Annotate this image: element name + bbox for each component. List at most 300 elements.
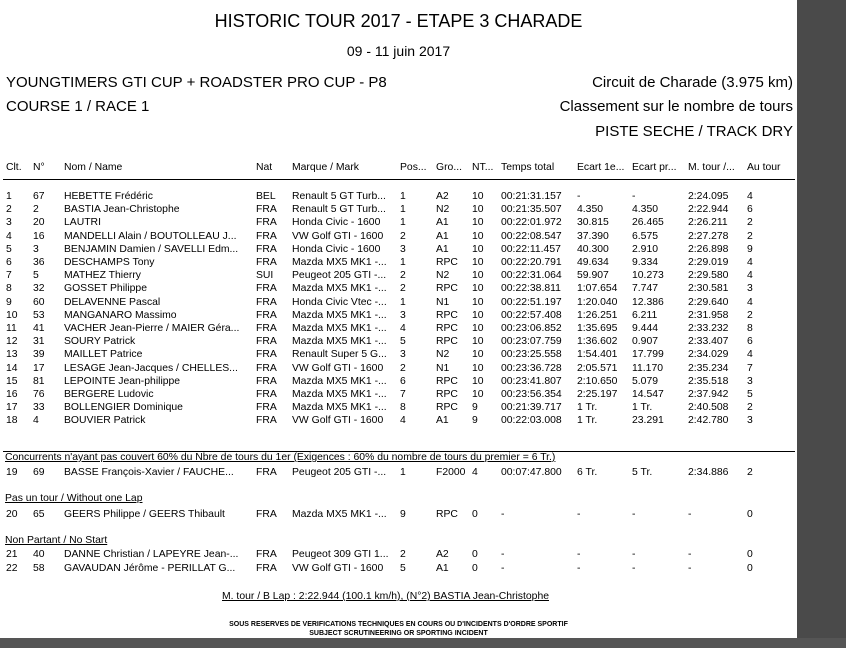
cell-rank: 14 (6, 362, 18, 374)
cell-best-lap: 2:24.095 (688, 191, 729, 202)
cell-total-time: 00:21:31.157 (501, 191, 562, 202)
cell-best-lap-number: 9 (747, 243, 753, 255)
cell-nationality: FRA (256, 362, 277, 374)
cell-class-position: 9 (400, 509, 406, 520)
cell-car-mark: Renault Super 5 G... (292, 349, 387, 361)
cell-best-lap-number: 2 (747, 402, 753, 414)
cell-nationality: FRA (256, 336, 277, 348)
cell-total-time: 00:23:56.354 (501, 389, 562, 400)
cell-rank: 10 (6, 309, 18, 321)
cell-rank: 12 (6, 336, 18, 348)
cell-laps: 0 (472, 549, 478, 560)
cell-group: A2 (436, 191, 449, 202)
cell-car-mark: Mazda MX5 MK1 -... (292, 336, 387, 348)
cell-nationality: FRA (256, 402, 277, 414)
cell-best-lap-number: 4 (747, 257, 753, 268)
cell-total-time: - (501, 509, 505, 520)
cell-total-time: 00:22:38.811 (501, 283, 561, 295)
column-header-group: Gro... (436, 162, 462, 173)
cell-best-lap-number: 2 (747, 467, 753, 478)
cell-gap-previous: 9.334 (632, 257, 659, 268)
cell-gap-previous: - (632, 563, 636, 574)
cell-class-position: 1 (400, 257, 406, 268)
cell-rank: 5 (6, 243, 12, 255)
cell-best-lap: 2:34.029 (688, 349, 729, 361)
cell-best-lap: 2:40.508 (688, 402, 729, 414)
cell-gap-first: 40.300 (577, 243, 609, 255)
cell-car-mark: Mazda MX5 MK1 -... (292, 375, 387, 387)
cell-gap-previous: 14.547 (632, 389, 664, 400)
cell-number: 36 (33, 257, 45, 268)
cell-best-lap-number: 6 (747, 204, 753, 216)
cell-nationality: FRA (256, 230, 277, 242)
cell-class-position: 1 (400, 467, 406, 478)
cell-best-lap: - (688, 549, 692, 560)
cell-gap-previous: - (632, 191, 636, 202)
cell-number: 65 (33, 509, 45, 520)
cell-group: A2 (436, 549, 449, 560)
cell-gap-first: 37.390 (577, 230, 609, 242)
cell-car-mark: Mazda MX5 MK1 -... (292, 309, 387, 321)
cell-best-lap: - (688, 563, 692, 574)
cell-best-lap-number: 2 (747, 230, 753, 242)
section-label: Non Partant / No Start (5, 535, 108, 546)
cell-car-mark: VW Golf GTI - 1600 (292, 362, 384, 374)
cell-best-lap-number: 4 (747, 270, 753, 282)
cell-rank: 17 (6, 402, 18, 414)
cell-group: RPC (436, 402, 458, 414)
cell-nationality: FRA (256, 257, 277, 268)
cell-laps: 10 (472, 270, 484, 282)
cell-total-time: - (501, 563, 505, 574)
cell-rank: 8 (6, 283, 12, 295)
cell-best-lap-number: 8 (747, 323, 753, 334)
cell-gap-first: 1 Tr. (577, 402, 598, 414)
cell-driver-name: SOURY Patrick (64, 336, 136, 348)
cell-car-mark: Renault 5 GT Turb... (292, 204, 386, 216)
page-title: HISTORIC TOUR 2017 - ETAPE 3 CHARADE (214, 11, 583, 31)
cell-nationality: FRA (256, 296, 277, 308)
cell-nationality: FRA (256, 563, 277, 574)
cell-class-position: 2 (400, 362, 406, 374)
cell-driver-name: BENJAMIN Damien / SAVELLI Edm... (64, 243, 239, 255)
cell-laps: 10 (472, 296, 484, 308)
cell-nationality: FRA (256, 389, 277, 400)
column-header-car-mark: Marque / Mark (292, 162, 359, 173)
cell-laps: 10 (472, 309, 484, 321)
cell-laps: 9 (472, 415, 478, 427)
cell-gap-first: 2:25.197 (577, 389, 618, 400)
cell-group: A1 (436, 243, 449, 255)
cell-best-lap: 2:35.518 (688, 375, 729, 387)
cell-best-lap: 2:26.211 (688, 217, 728, 229)
cell-rank: 22 (6, 563, 18, 574)
cell-class-position: 5 (400, 336, 406, 348)
cell-gap-previous: 17.799 (632, 349, 664, 361)
cell-group: A1 (436, 563, 449, 574)
cell-group: N1 (436, 362, 450, 374)
cell-best-lap: 2:27.278 (688, 230, 729, 242)
cell-number: 4 (33, 415, 39, 427)
cell-gap-previous: 7.747 (632, 283, 659, 295)
column-header-gap-first: Ecart 1e... (577, 162, 625, 173)
cell-gap-first: 1:54.401 (577, 349, 618, 361)
cell-car-mark: Mazda MX5 MK1 -... (292, 402, 387, 414)
cell-number: 41 (33, 323, 45, 334)
cell-car-mark: Honda Civic Vtec -... (292, 296, 387, 308)
cell-best-lap: 2:42.780 (688, 415, 729, 427)
cell-number: 69 (33, 467, 45, 478)
cell-best-lap: - (688, 509, 692, 520)
cell-laps: 10 (472, 243, 484, 255)
cell-total-time: 00:22:20.791 (501, 257, 562, 268)
cell-group: A1 (436, 217, 449, 229)
cell-class-position: 1 (400, 296, 406, 308)
cell-best-lap-number: 4 (747, 296, 753, 308)
cell-group: RPC (436, 257, 458, 268)
cell-laps: 4 (472, 467, 478, 478)
cell-laps: 0 (472, 563, 478, 574)
cell-rank: 7 (6, 270, 12, 282)
cell-class-position: 4 (400, 323, 406, 334)
cell-rank: 15 (6, 375, 18, 387)
cell-rank: 2 (6, 204, 12, 216)
cell-number: 2 (33, 204, 39, 216)
cell-best-lap: 2:33.407 (688, 336, 729, 348)
cell-best-lap: 2:34.886 (688, 467, 729, 478)
cell-best-lap: 2:35.234 (688, 362, 729, 374)
cell-class-position: 3 (400, 243, 406, 255)
cell-gap-first: - (577, 549, 581, 560)
cell-best-lap-number: 3 (747, 283, 753, 295)
cell-total-time: 00:22:31.064 (501, 270, 562, 282)
cell-best-lap-number: 7 (747, 362, 753, 374)
cell-rank: 4 (6, 230, 12, 242)
cell-gap-previous: 1 Tr. (632, 402, 653, 414)
footer-line-2: SUBJECT SCRUTINEERING OR SPORTING INCIDENT (309, 630, 488, 637)
cell-laps: 10 (472, 257, 484, 268)
cell-total-time: 00:23:06.852 (501, 323, 562, 334)
cell-car-mark: VW Golf GTI - 1600 (292, 415, 384, 427)
viewer-background-right (797, 0, 846, 648)
cell-car-mark: Mazda MX5 MK1 -... (292, 323, 387, 334)
cell-driver-name: BASTIA Jean-Christophe (64, 204, 180, 216)
cell-gap-previous: 11.170 (632, 362, 664, 374)
track-condition: PISTE SECHE / TRACK DRY (595, 123, 793, 140)
column-header-gap-previous: Ecart pr... (632, 162, 677, 173)
cell-class-position: 3 (400, 309, 406, 321)
cell-driver-name: VACHER Jean-Pierre / MAIER Géra... (64, 323, 240, 334)
cell-class-position: 5 (400, 563, 406, 574)
cell-driver-name: GOSSET Philippe (64, 283, 147, 295)
cell-gap-previous: - (632, 509, 636, 520)
cell-rank: 11 (6, 323, 17, 334)
column-header-best-lap-number: Au tour (747, 162, 781, 173)
cell-gap-first: 1:20.040 (577, 296, 618, 308)
cell-gap-previous: 5 Tr. (632, 467, 653, 478)
cell-number: 16 (33, 230, 45, 242)
cell-best-lap: 2:26.898 (688, 243, 729, 255)
cell-best-lap-number: 4 (747, 191, 753, 202)
header-divider (3, 179, 795, 180)
cell-number: 5 (33, 270, 39, 282)
cell-car-mark: Peugeot 205 GTI -... (292, 270, 387, 282)
cell-class-position: 2 (400, 230, 406, 242)
cell-total-time: 00:22:08.547 (501, 230, 562, 242)
cell-driver-name: LESAGE Jean-Jacques / CHELLES... (64, 362, 238, 374)
cell-laps: 10 (472, 323, 484, 334)
cell-total-time: 00:21:35.507 (501, 204, 562, 216)
cell-gap-first: 1:36.602 (577, 336, 618, 348)
cell-nationality: FRA (256, 415, 277, 427)
cell-number: 76 (33, 389, 45, 400)
column-header-number: N° (33, 162, 45, 173)
cell-best-lap: 2:29.580 (688, 270, 729, 282)
cell-group: RPC (436, 389, 458, 400)
cell-gap-first: 2:05.571 (577, 362, 618, 374)
cell-gap-first: 1 Tr. (577, 415, 598, 427)
cell-number: 17 (33, 362, 45, 374)
cell-laps: 9 (472, 402, 478, 414)
cell-group: N2 (436, 270, 450, 282)
cell-driver-name: BASSE François-Xavier / FAUCHE... (64, 467, 234, 478)
cell-group: RPC (436, 323, 458, 334)
cell-laps: 10 (472, 389, 484, 400)
cell-rank: 13 (6, 349, 18, 361)
cell-car-mark: Mazda MX5 MK1 -... (292, 257, 387, 268)
cell-group: F2000 (436, 467, 466, 478)
cell-class-position: 4 (400, 415, 406, 427)
cell-nationality: FRA (256, 309, 277, 321)
cell-group: RPC (436, 509, 458, 520)
cell-gap-previous: 12.386 (632, 296, 664, 308)
cell-gap-first: 49.634 (577, 257, 609, 268)
cell-gap-previous: 10.273 (632, 270, 664, 282)
cell-group: RPC (436, 283, 458, 295)
cell-laps: 10 (472, 204, 484, 216)
cell-driver-name: LAUTRI (64, 217, 101, 229)
cell-gap-previous: 5.079 (632, 375, 659, 387)
cell-group: A1 (436, 415, 449, 427)
cell-best-lap: 2:31.958 (688, 309, 729, 321)
cell-number: 33 (33, 402, 45, 414)
cell-best-lap: 2:30.581 (688, 283, 729, 295)
cell-nationality: FRA (256, 549, 277, 560)
cell-driver-name: DELAVENNE Pascal (64, 296, 161, 308)
cell-best-lap-number: 3 (747, 415, 753, 427)
cell-gap-first: 30.815 (577, 217, 609, 229)
cell-rank: 16 (6, 389, 18, 400)
column-header-driver-name: Nom / Name (64, 162, 123, 173)
column-header-rank: Clt. (6, 162, 22, 173)
cell-best-lap-number: 4 (747, 349, 753, 361)
cell-class-position: 2 (400, 270, 406, 282)
column-header-laps: NT... (472, 162, 494, 173)
cell-driver-name: BOUVIER Patrick (64, 415, 146, 427)
cell-nationality: FRA (256, 375, 277, 387)
column-header-nationality: Nat (256, 162, 273, 173)
cell-rank: 3 (6, 217, 12, 229)
cell-group: RPC (436, 336, 458, 348)
cell-gap-first: 6 Tr. (577, 467, 598, 478)
race-name: COURSE 1 / RACE 1 (6, 98, 150, 115)
cell-gap-previous: 6.575 (632, 230, 659, 242)
cell-class-position: 2 (400, 549, 406, 560)
column-header-total-time: Temps total (501, 162, 555, 173)
cell-driver-name: BERGERE Ludovic (64, 389, 154, 400)
cell-gap-first: 2:10.650 (577, 375, 618, 387)
cell-gap-first: 4.350 (577, 204, 604, 216)
fastest-lap: M. tour / B Lap : 2:22.944 (100.1 km/h), (N°2) BASTIA Jean-Christophe (222, 591, 549, 602)
cell-group: RPC (436, 375, 458, 387)
cell-nationality: BEL (256, 191, 276, 202)
cell-rank: 18 (6, 415, 18, 427)
cell-car-mark: VW Golf GTI - 1600 (292, 563, 384, 574)
cell-laps: 10 (472, 191, 484, 202)
cell-total-time: 00:23:36.728 (501, 362, 562, 374)
column-header-class-position: Pos... (400, 162, 427, 173)
event-name: YOUNGTIMERS GTI CUP + ROADSTER PRO CUP - P8 (6, 74, 387, 91)
circuit-name: Circuit de Charade (3.975 km) (592, 74, 793, 91)
cell-class-position: 1 (400, 217, 406, 229)
cell-car-mark: Honda Civic - 1600 (292, 243, 381, 255)
cell-best-lap: 2:29.640 (688, 296, 729, 308)
cell-laps: 10 (472, 336, 484, 348)
cell-driver-name: DESCHAMPS Tony (64, 257, 155, 268)
cell-total-time: 00:22:51.197 (501, 296, 562, 308)
cell-gap-previous: 6.211 (632, 309, 658, 321)
cell-rank: 1 (6, 191, 12, 202)
cell-gap-first: 59.907 (577, 270, 609, 282)
cell-number: 39 (33, 349, 45, 361)
cell-car-mark: Honda Civic - 1600 (292, 217, 381, 229)
cell-number: 81 (33, 375, 45, 387)
cell-laps: 10 (472, 375, 484, 387)
cell-laps: 10 (472, 349, 484, 361)
section-label: Pas un tour / Without one Lap (5, 493, 143, 504)
cell-nationality: FRA (256, 217, 277, 229)
cell-best-lap-number: 0 (747, 563, 753, 574)
column-header-best-lap: M. tour /... (688, 162, 735, 173)
ranking-method: Classement sur le nombre de tours (559, 98, 793, 115)
cell-class-position: 6 (400, 375, 406, 387)
cell-nationality: FRA (256, 323, 277, 334)
cell-total-time: 00:22:57.408 (501, 309, 562, 321)
cell-laps: 10 (472, 230, 484, 242)
cell-best-lap: 2:29.019 (688, 257, 729, 268)
cell-nationality: FRA (256, 204, 277, 216)
cell-driver-name: MAILLET Patrice (64, 349, 143, 361)
cell-rank: 9 (6, 296, 12, 308)
cell-best-lap-number: 5 (747, 389, 753, 400)
cell-class-position: 8 (400, 402, 406, 414)
cell-gap-previous: 23.291 (632, 415, 664, 427)
cell-driver-name: GEERS Philippe / GEERS Thibault (64, 509, 225, 520)
cell-gap-first: 1:26.251 (577, 309, 618, 321)
cell-class-position: 1 (400, 204, 406, 216)
cell-nationality: FRA (256, 243, 277, 255)
cell-number: 3 (33, 243, 39, 255)
cell-total-time: 00:21:39.717 (501, 402, 562, 414)
section-label: Concurrents n'ayant pas couvert 60% du Nbre de tours du 1er (Exigences : 60% du nombre de tours du premier = 6 Tr.) (5, 452, 556, 463)
cell-laps: 0 (472, 509, 478, 520)
cell-best-lap: 2:37.942 (688, 389, 729, 400)
cell-car-mark: Mazda MX5 MK1 -... (292, 509, 387, 520)
cell-driver-name: HEBETTE Frédéric (64, 191, 153, 202)
cell-driver-name: BOLLENGIER Dominique (64, 402, 183, 414)
cell-driver-name: DANNE Christian / LAPEYRE Jean-... (64, 549, 239, 560)
cell-number: 60 (33, 296, 45, 308)
cell-car-mark: Renault 5 GT Turb... (292, 191, 386, 202)
cell-driver-name: GAVAUDAN Jérôme - PERILLAT G... (64, 563, 236, 574)
cell-nationality: FRA (256, 509, 277, 520)
cell-number: 67 (33, 191, 45, 202)
cell-rank: 20 (6, 509, 18, 520)
cell-gap-previous: 4.350 (632, 204, 659, 216)
cell-laps: 10 (472, 362, 484, 374)
cell-best-lap-number: 0 (747, 549, 753, 560)
cell-total-time: 00:07:47.800 (501, 467, 562, 478)
cell-class-position: 7 (400, 389, 406, 400)
cell-gap-previous: 0.907 (632, 336, 659, 348)
cell-best-lap: 2:33.232 (688, 323, 729, 334)
cell-number: 58 (33, 563, 45, 574)
cell-gap-first: - (577, 509, 581, 520)
cell-nationality: FRA (256, 467, 277, 478)
cell-gap-first: 1:07.654 (577, 283, 618, 295)
cell-car-mark: Mazda MX5 MK1 -... (292, 389, 387, 400)
cell-best-lap-number: 6 (747, 336, 753, 348)
cell-nationality: SUI (256, 270, 274, 282)
cell-best-lap: 2:22.944 (688, 204, 729, 216)
cell-driver-name: MANGANARO Massimo (64, 309, 177, 321)
cell-nationality: FRA (256, 349, 277, 361)
cell-gap-previous: 26.465 (632, 217, 664, 229)
footer-line-1: SOUS RESERVES DE VERIFICATIONS TECHNIQUES EN COURS OU D'INCIDENTS D'ORDRE SPORTIF (229, 621, 568, 628)
cell-driver-name: MANDELLI Alain / BOUTOLLEAU J... (64, 230, 237, 242)
cell-gap-previous: 2.910 (632, 243, 659, 255)
cell-gap-first: - (577, 191, 581, 202)
cell-rank: 21 (6, 549, 18, 560)
cell-number: 20 (33, 217, 45, 229)
cell-best-lap-number: 3 (747, 375, 753, 387)
cell-total-time: 00:22:11.457 (501, 243, 561, 255)
cell-number: 53 (33, 309, 45, 321)
cell-car-mark: Mazda MX5 MK1 -... (292, 283, 387, 295)
cell-total-time: 00:23:41.807 (501, 375, 562, 387)
cell-car-mark: Peugeot 309 GTI 1... (292, 549, 389, 560)
cell-group: N2 (436, 349, 450, 361)
cell-number: 32 (33, 283, 45, 295)
cell-group: RPC (436, 309, 458, 321)
cell-gap-previous: 9.444 (632, 323, 659, 334)
cell-laps: 10 (472, 217, 484, 229)
cell-group: N1 (436, 296, 450, 308)
cell-laps: 10 (472, 283, 484, 295)
cell-best-lap-number: 2 (747, 217, 753, 229)
cell-number: 31 (33, 336, 45, 348)
cell-total-time: 00:23:07.759 (501, 336, 562, 348)
cell-gap-previous: - (632, 549, 636, 560)
cell-car-mark: VW Golf GTI - 1600 (292, 230, 384, 242)
cell-rank: 19 (6, 467, 18, 478)
event-date: 09 - 11 juin 2017 (346, 43, 451, 59)
cell-nationality: FRA (256, 283, 277, 295)
cell-total-time: 00:22:01.972 (501, 217, 562, 229)
cell-number: 40 (33, 549, 45, 560)
cell-group: N2 (436, 204, 450, 216)
cell-gap-first: - (577, 563, 581, 574)
